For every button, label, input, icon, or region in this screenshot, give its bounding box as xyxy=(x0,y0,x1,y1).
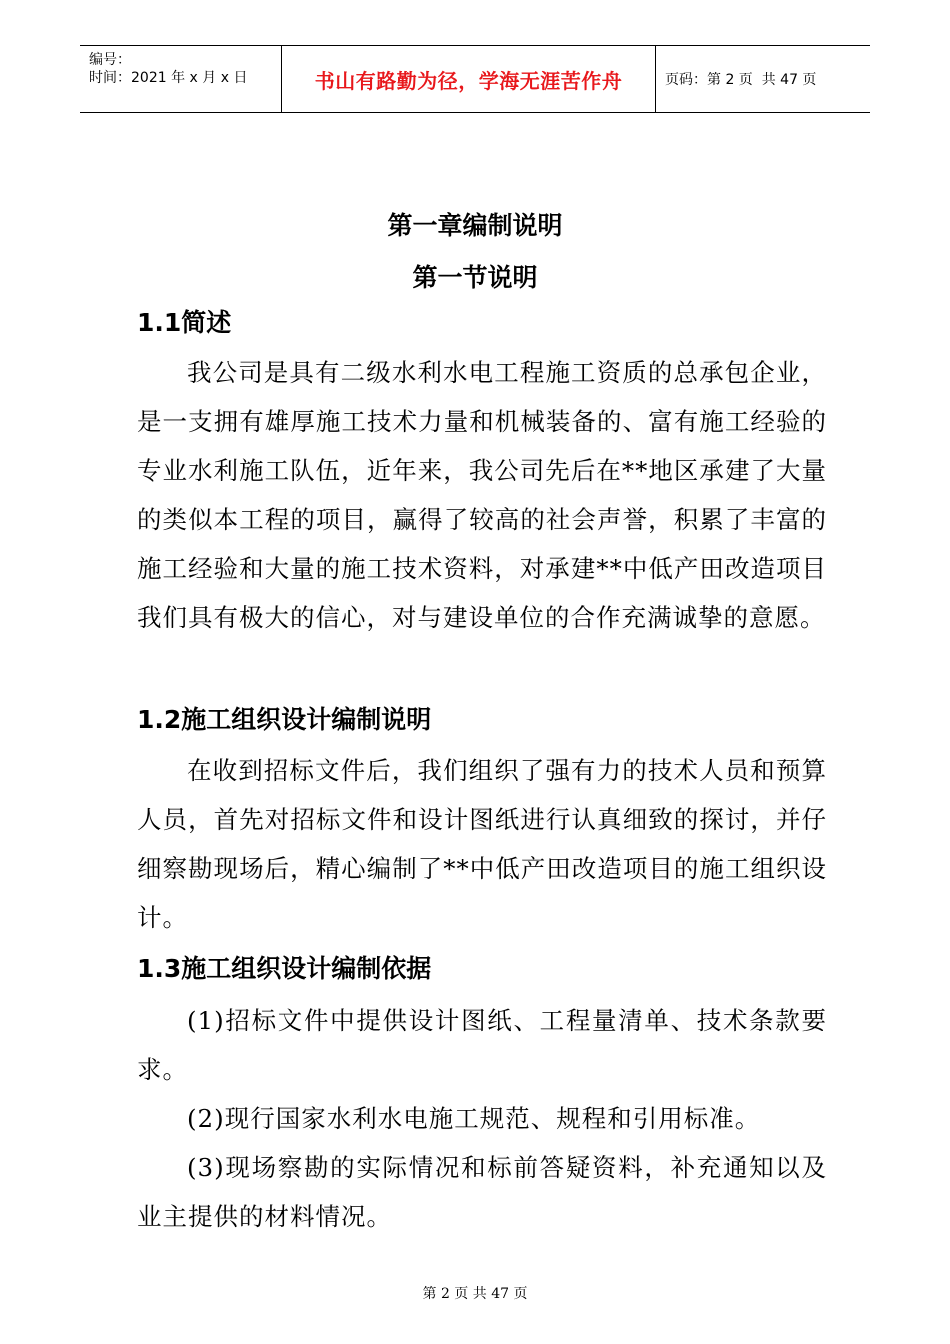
paragraph-1-2: 在收到招标文件后，我们组织了强有力的技术人员和预算人员，首先对招标文件和设计图纸进行认真细致的探讨，并仔细察勘现场后，精心编制了**中低产田改造项目的施工组织设计。 xyxy=(137,756,827,932)
header-page-info xyxy=(656,46,870,112)
document-number-label: 编号： xyxy=(89,52,131,68)
paragraph-1-1: 我公司是具有二级水利水电工程施工资质的总承包企业，是一支拥有雄厚施工技术力量和机械装备的、富有施工经验的专业水利施工队伍，近年来，我公司先后在**地区承建了大量的类似本工程的项目，赢得了较高的社会声誉，积累了丰富的施工经验和大量的施工技术资料，对承建**中低产田改造项目我们具有极大的信心，对与建设单位的合作充满诚挚的意愿。 xyxy=(137,358,827,632)
page-footer-number: 第 2 页 共 47 页 xyxy=(422,1286,528,1302)
paragraph-1-3-item-3: (3)现场察勘的实际情况和标前答疑资料，补充通知以及业主提供的材料情况。 xyxy=(137,1153,827,1231)
section-heading-1-2: 1.2施工组织设计编制说明 xyxy=(137,705,432,734)
document-date: 时间：2021 年 x 月 x 日 xyxy=(89,70,248,86)
header-page-number: 页码：第 2 页 共 47 页 xyxy=(665,72,817,88)
paragraph-1-3-item-1: (1)招标文件中提供设计图纸、工程量清单、技术条款要求。 xyxy=(137,1006,827,1084)
header-motto: 书山有路勤为径，学海无涯苦作舟 xyxy=(282,46,656,112)
paragraph-1-3-item-2: (2)现行国家水利水电施工规范、规程和引用标准。 xyxy=(187,1104,761,1133)
page-header xyxy=(80,45,870,113)
section-heading-1-3: 1.3施工组织设计编制依据 xyxy=(137,954,432,983)
chapter-title: 第一章编制说明 xyxy=(387,211,563,240)
header-meta xyxy=(80,46,282,112)
section-heading-1-1: 1.1简述 xyxy=(137,308,232,337)
section-title: 第一节说明 xyxy=(412,263,538,292)
